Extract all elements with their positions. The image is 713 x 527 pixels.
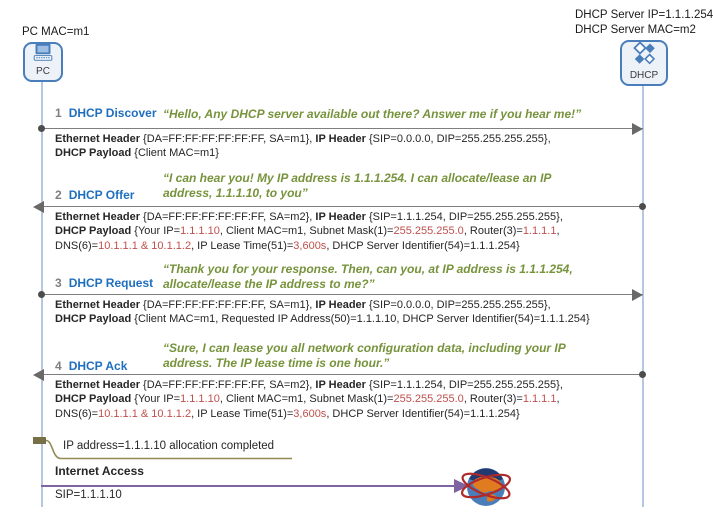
- message-2-label: [55, 188, 134, 202]
- arrow-origin-dot: [38, 291, 45, 298]
- quote-line: address, 1.1.1.10, to you”: [163, 185, 308, 200]
- message-1-quote: [163, 107, 653, 122]
- detail-line: Ethernet Header {DA=FF:FF:FF:FF:FF:FF, SA=m1}, IP Header {SIP=0.0.0.0, DIP=255.255.255.255},: [55, 133, 551, 145]
- quote-line: address. The IP lease time is one hour.”: [163, 355, 390, 370]
- dhcp-box-label: DHCP: [629, 70, 659, 81]
- dhcp-server-labels: [575, 8, 713, 38]
- globe-icon: [460, 460, 512, 517]
- message-2-title: DHCP Offer: [68, 188, 135, 202]
- message-4-quote: [163, 341, 653, 370]
- quote-line: “I can hear you! My IP address is 1.1.1.254. I can allocate/lease an IP: [163, 171, 552, 185]
- pc-computer-icon: [30, 43, 56, 67]
- pc-node: [23, 42, 63, 82]
- message-1-title: DHCP Discover: [68, 106, 157, 120]
- message-4-title: DHCP Ack: [68, 359, 128, 373]
- quote-line: “Sure, I can lease you all network configuration data, including your IP: [163, 341, 566, 355]
- detail-line: DHCP Payload {Client MAC=m1}: [55, 147, 219, 160]
- callout-marker-icon: [33, 437, 46, 444]
- arrow-head-left-icon: [33, 201, 44, 213]
- arrow-origin-dot: [639, 203, 646, 210]
- quote-line: allocate/lease the IP address to me?”: [163, 276, 375, 291]
- message-2-quote: [163, 171, 653, 200]
- message-4-details: [55, 378, 665, 421]
- arrow-line: [41, 206, 643, 207]
- dhcp-server-node: [620, 40, 668, 86]
- message-1-number: 1: [55, 106, 62, 120]
- message-3-label: [55, 276, 153, 290]
- arrow-line: [41, 294, 643, 295]
- detail-line: DNS(6)=10.1.1.1 & 10.1.1.2, IP Lease Time(51)=3,600s, DHCP Server Identifier(54)=1.1.1.254}: [55, 407, 520, 420]
- message-4-number: 4: [55, 359, 62, 373]
- allocation-completed-text: IP address=1.1.1.10 allocation completed: [63, 440, 275, 452]
- message-3-quote: [163, 262, 653, 291]
- dhcp-server-ip-label: DHCP Server IP=1.1.1.254: [575, 9, 713, 21]
- detail-line: DHCP Payload {Your IP=1.1.1.10, Client MAC=m1, Subnet Mask(1)=255.255.255.0, Router(3)=1.1.1.1,: [55, 393, 560, 406]
- detail-line: DHCP Payload {Your IP=1.1.1.10, Client MAC=m1, Subnet Mask(1)=255.255.255.0, Router(3)=1.1.1.1,: [55, 225, 560, 238]
- internet-sip-label: SIP=1.1.1.10: [55, 489, 122, 501]
- message-1-details: [55, 132, 665, 161]
- internet-access-label: Internet Access: [55, 464, 144, 478]
- message-3-title: DHCP Request: [68, 276, 154, 290]
- arrow-head-left-icon: [33, 369, 44, 381]
- detail-line: DHCP Payload {Client MAC=m1, Requested IP Address(50)=1.1.1.10, DHCP Server Identifier(54)=1.1.1.254}: [55, 313, 590, 326]
- arrow-origin-dot: [639, 371, 646, 378]
- message-2-details: [55, 210, 665, 253]
- dhcp-diamonds-icon: [631, 41, 658, 71]
- quote-line: “Thank you for your response. Then, can you, at IP address is 1.1.1.254,: [163, 262, 573, 276]
- detail-line: Ethernet Header {DA=FF:FF:FF:FF:FF:FF, SA=m2}, IP Header {SIP=1.1.1.254, DIP=255.255.255.255},: [55, 379, 563, 391]
- pc-box-label: PC: [36, 66, 50, 77]
- message-3-details: [55, 298, 665, 327]
- detail-line: DNS(6)=10.1.1.1 & 10.1.1.2, IP Lease Time(51)=3,600s, DHCP Server Identifier(54)=1.1.1.254}: [55, 239, 520, 252]
- arrow-line: [41, 374, 643, 375]
- detail-line: Ethernet Header {DA=FF:FF:FF:FF:FF:FF, SA=m2}, IP Header {SIP=1.1.1.254, DIP=255.255.255.255},: [55, 211, 563, 223]
- dhcp-server-mac-label: DHCP Server MAC=m2: [575, 24, 696, 36]
- message-3-number: 3: [55, 276, 62, 290]
- arrow-origin-dot: [38, 125, 45, 132]
- arrow-line: [41, 128, 643, 129]
- pc-mac-label: PC MAC=m1: [22, 26, 90, 38]
- detail-line: Ethernet Header {DA=FF:FF:FF:FF:FF:FF, SA=m1}, IP Header {SIP=0.0.0.0, DIP=255.255.255.255},: [55, 299, 551, 311]
- internet-access-arrow-line: [41, 485, 456, 487]
- message-2-number: 2: [55, 188, 62, 202]
- message-1-label: [55, 106, 157, 120]
- quote-line: “Hello, Any DHCP server available out there? Answer me if you hear me!”: [163, 107, 582, 121]
